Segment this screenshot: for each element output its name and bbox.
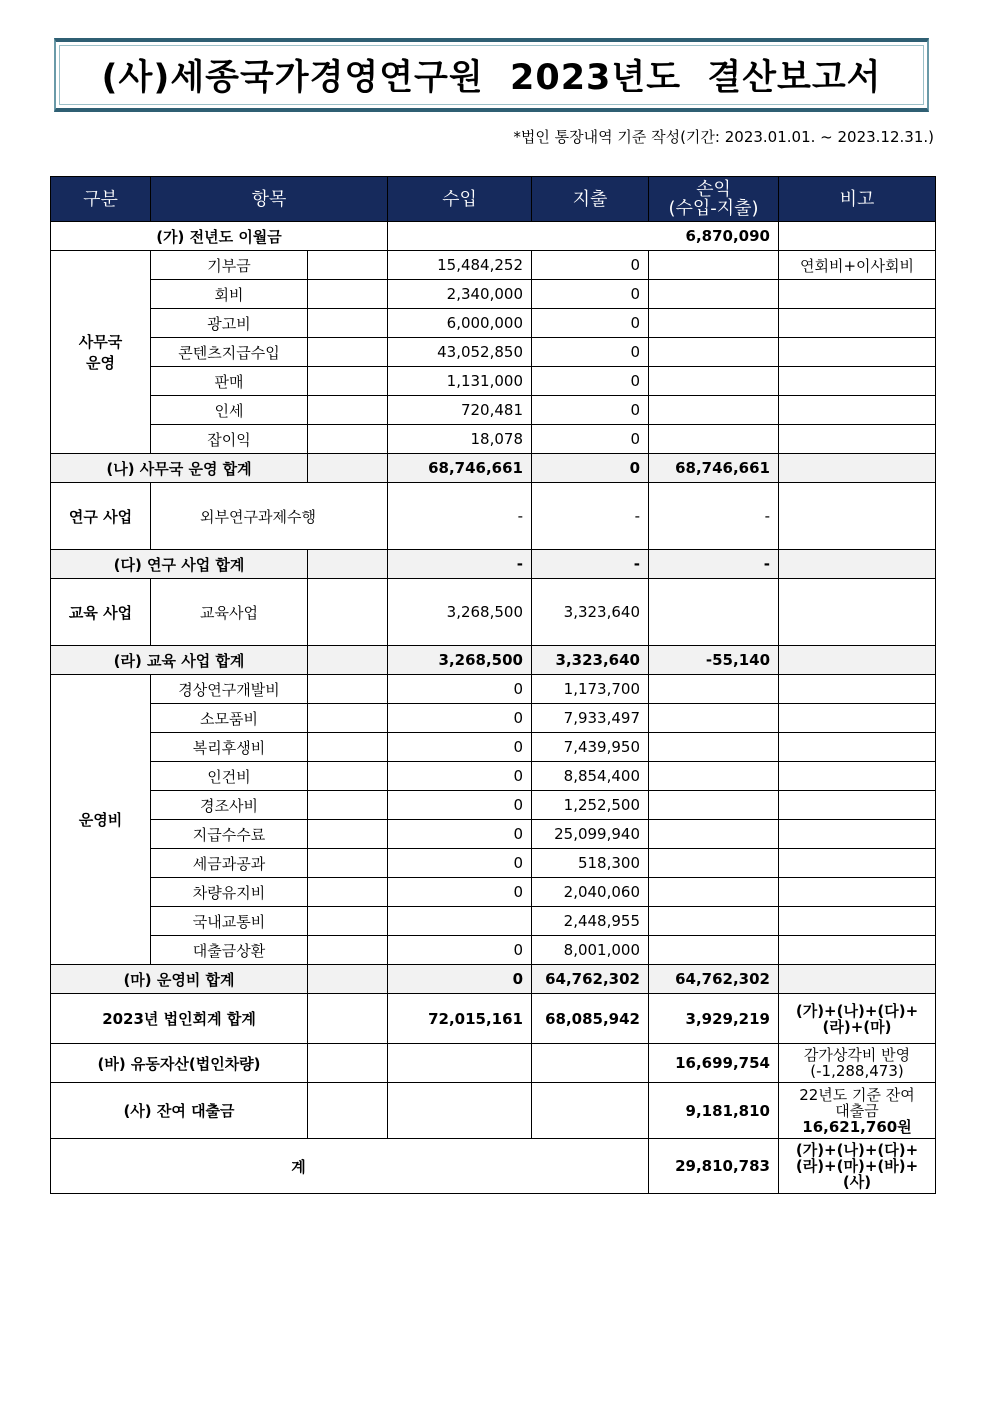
grand-total-row — [51, 1139, 936, 1194]
research-row — [51, 483, 936, 550]
row-profit — [649, 849, 779, 878]
operating-category: 운영비 — [51, 675, 151, 965]
row-expense: 518,300 — [532, 849, 649, 878]
row-expense: 2,448,955 — [532, 907, 649, 936]
table-row — [51, 309, 936, 338]
remark-line: 16,621,760원 — [802, 1117, 912, 1136]
row-item: 소모품비 — [151, 704, 308, 733]
row-income: 0 — [388, 762, 532, 791]
row-profit — [649, 878, 779, 907]
row-spacer — [308, 280, 388, 309]
row-spacer — [308, 849, 388, 878]
row-profit — [649, 733, 779, 762]
subtotal-expense: 3,323,640 — [532, 646, 649, 675]
research-category: 연구 사업 — [51, 483, 151, 550]
row-profit — [649, 762, 779, 791]
row-expense: 0 — [532, 280, 649, 309]
remark-line: 대출금 — [835, 1101, 879, 1120]
table-row — [51, 280, 936, 309]
row-profit — [649, 907, 779, 936]
row-remark — [779, 280, 936, 309]
row-income: 720,481 — [388, 396, 532, 425]
subtotal-expense: - — [532, 550, 649, 579]
table-row — [51, 704, 936, 733]
subtotal-spacer — [308, 454, 388, 483]
row-expense: 1,173,700 — [532, 675, 649, 704]
education-income: 3,268,500 — [388, 579, 532, 646]
remark-line: (사) — [842, 1173, 872, 1191]
row-profit — [649, 675, 779, 704]
row-expense: 8,001,000 — [532, 936, 649, 965]
current-assets-remark — [779, 1044, 936, 1083]
table-row — [51, 367, 936, 396]
row-profit — [649, 936, 779, 965]
row-spacer — [308, 675, 388, 704]
remark-line: (라)+(마) — [822, 1017, 892, 1036]
row-income: 0 — [388, 733, 532, 762]
period-note: *법인 통장내역 기준 작성(기간: 2023.01.01. ~ 2023.12.31.) — [513, 128, 934, 146]
table-row — [51, 936, 936, 965]
table-row — [51, 762, 936, 791]
row-remark — [779, 309, 936, 338]
education-profit — [649, 579, 779, 646]
header-division: 구분 — [51, 177, 151, 222]
subtotal-income: 3,268,500 — [388, 646, 532, 675]
remaining-loan-remark — [779, 1083, 936, 1139]
row-expense — [532, 1083, 649, 1139]
table-row — [51, 907, 936, 936]
row-profit — [649, 791, 779, 820]
header-item: 항목 — [151, 177, 388, 222]
row-remark — [779, 338, 936, 367]
row-income: 0 — [388, 675, 532, 704]
row-expense: 0 — [532, 396, 649, 425]
row-item: 복리후생비 — [151, 733, 308, 762]
row-remark: 연회비+이사회비 — [779, 251, 936, 280]
page-title: (사)세종국가경영연구원 2023년도 결산보고서 — [101, 58, 882, 98]
row-item: 회비 — [151, 280, 308, 309]
table-row — [51, 396, 936, 425]
row-remark — [779, 425, 936, 454]
row-expense: 7,933,497 — [532, 704, 649, 733]
corporate-total-expense: 68,085,942 — [532, 994, 649, 1044]
row-expense: 0 — [532, 251, 649, 280]
table-row — [51, 820, 936, 849]
office-category-line2: 운영 — [86, 354, 115, 372]
row-income: 0 — [388, 704, 532, 733]
row-spacer — [308, 878, 388, 907]
row-income: 0 — [388, 820, 532, 849]
remaining-loan-label: (사) 잔여 대출금 — [51, 1083, 308, 1139]
corporate-total-remark — [779, 994, 936, 1044]
header-expense: 지출 — [532, 177, 649, 222]
row-income — [388, 907, 532, 936]
remaining-loan-profit: 9,181,810 — [649, 1083, 779, 1139]
table-row — [51, 425, 936, 454]
row-spacer — [308, 579, 388, 646]
row-spacer — [308, 425, 388, 454]
subtotal-label: (마) 운영비 합계 — [51, 965, 308, 994]
grand-total-remark — [779, 1139, 936, 1194]
row-remark — [779, 367, 936, 396]
row-spacer — [308, 762, 388, 791]
row-spacer — [308, 338, 388, 367]
current-assets-row — [51, 1044, 936, 1083]
office-category — [51, 251, 151, 454]
row-profit — [649, 396, 779, 425]
row-income: 0 — [388, 849, 532, 878]
row-income: 6,000,000 — [388, 309, 532, 338]
row-income: 0 — [388, 878, 532, 907]
subtotal-remark — [779, 550, 936, 579]
row-spacer — [308, 367, 388, 396]
education-category: 교육 사업 — [51, 579, 151, 646]
education-remark — [779, 579, 936, 646]
current-assets-label: (바) 유동자산(법인차량) — [51, 1044, 308, 1083]
settlement-table — [50, 176, 936, 1194]
row-expense — [532, 1044, 649, 1083]
row-income: 15,484,252 — [388, 251, 532, 280]
table-header-row — [51, 177, 936, 222]
grand-total-label: 계 — [51, 1139, 649, 1194]
row-item: 기부금 — [151, 251, 308, 280]
carryover-profit: 6,870,090 — [388, 222, 779, 251]
research-expense: - — [532, 483, 649, 550]
corporate-total-label: 2023년 법인회계 합계 — [51, 994, 308, 1044]
row-spacer — [308, 251, 388, 280]
table-row — [51, 675, 936, 704]
subtotal-spacer — [308, 646, 388, 675]
table-row — [51, 849, 936, 878]
subtotal-remark — [779, 454, 936, 483]
row-item: 잡이익 — [151, 425, 308, 454]
row-profit — [649, 425, 779, 454]
remark-line: (-1,288,473) — [810, 1062, 904, 1080]
row-expense: 8,854,400 — [532, 762, 649, 791]
research-remark — [779, 483, 936, 550]
row-item: 광고비 — [151, 309, 308, 338]
header-profit-line1: 손익 — [696, 179, 731, 200]
office-category-line1: 사무국 — [78, 333, 123, 351]
corporate-total-income: 72,015,161 — [388, 994, 532, 1044]
remark-line: 감가상각비 반영 — [803, 1046, 911, 1064]
row-income: 0 — [388, 936, 532, 965]
row-spacer — [308, 733, 388, 762]
row-spacer — [308, 907, 388, 936]
row-expense: 0 — [532, 309, 649, 338]
row-expense: 0 — [532, 338, 649, 367]
row-remark — [779, 907, 936, 936]
row-profit — [649, 704, 779, 733]
education-total-row — [51, 646, 936, 675]
row-spacer — [308, 791, 388, 820]
row-income — [388, 1044, 532, 1083]
row-profit — [649, 251, 779, 280]
row-spacer — [308, 309, 388, 338]
header-profit-line2: (수입-지출) — [668, 198, 759, 219]
row-remark — [779, 675, 936, 704]
subtotal-profit: - — [649, 550, 779, 579]
carryover-label: (가) 전년도 이월금 — [51, 222, 388, 251]
subtotal-label: (나) 사무국 운영 합계 — [51, 454, 308, 483]
table-row — [51, 733, 936, 762]
row-expense: 0 — [532, 367, 649, 396]
row-spacer — [308, 1044, 388, 1083]
row-item: 대출금상환 — [151, 936, 308, 965]
row-item: 콘텐츠지급수입 — [151, 338, 308, 367]
education-expense: 3,323,640 — [532, 579, 649, 646]
remark-line: (가)+(나)+(다)+ — [795, 1141, 919, 1159]
row-expense: 7,439,950 — [532, 733, 649, 762]
row-income: 1,131,000 — [388, 367, 532, 396]
row-remark — [779, 762, 936, 791]
row-remark — [779, 936, 936, 965]
table-row — [51, 338, 936, 367]
row-profit — [649, 338, 779, 367]
research-profit: - — [649, 483, 779, 550]
subtotal-profit: 68,746,661 — [649, 454, 779, 483]
subtotal-income: 0 — [388, 965, 532, 994]
row-income: 0 — [388, 791, 532, 820]
current-assets-profit: 16,699,754 — [649, 1044, 779, 1083]
research-income: - — [388, 483, 532, 550]
row-item: 판매 — [151, 367, 308, 396]
row-profit — [649, 820, 779, 849]
research-total-row — [51, 550, 936, 579]
row-remark — [779, 820, 936, 849]
row-spacer — [308, 820, 388, 849]
header-profit — [649, 177, 779, 222]
row-income: 43,052,850 — [388, 338, 532, 367]
subtotal-profit: 64,762,302 — [649, 965, 779, 994]
row-income: 18,078 — [388, 425, 532, 454]
subtotal-expense: 0 — [532, 454, 649, 483]
row-expense: 25,099,940 — [532, 820, 649, 849]
remark-line: (라)+(마)+(바)+ — [795, 1157, 919, 1175]
row-remark — [779, 791, 936, 820]
row-profit — [649, 367, 779, 396]
row-spacer — [308, 704, 388, 733]
subtotal-remark — [779, 965, 936, 994]
table-row — [51, 251, 936, 280]
title-frame — [59, 45, 924, 105]
subtotal-expense: 64,762,302 — [532, 965, 649, 994]
research-item: 외부연구과제수행 — [151, 483, 388, 550]
subtotal-label: (라) 교육 사업 합계 — [51, 646, 308, 675]
subtotal-profit: -55,140 — [649, 646, 779, 675]
corporate-total-profit: 3,929,219 — [649, 994, 779, 1044]
row-item: 세금과공과 — [151, 849, 308, 878]
remark-line: 22년도 기준 잔여 — [799, 1085, 915, 1104]
operating-total-row — [51, 965, 936, 994]
table-row — [51, 791, 936, 820]
row-spacer — [308, 994, 388, 1044]
row-income — [388, 1083, 532, 1139]
carryover-remark — [779, 222, 936, 251]
education-row — [51, 579, 936, 646]
subtotal-spacer — [308, 965, 388, 994]
row-expense: 2,040,060 — [532, 878, 649, 907]
subtotal-remark — [779, 646, 936, 675]
row-spacer — [308, 936, 388, 965]
row-item: 지급수수료 — [151, 820, 308, 849]
row-income: 2,340,000 — [388, 280, 532, 309]
row-profit — [649, 309, 779, 338]
grand-total-profit: 29,810,783 — [649, 1139, 779, 1194]
row-remark — [779, 704, 936, 733]
row-profit — [649, 280, 779, 309]
row-item: 경조사비 — [151, 791, 308, 820]
row-expense: 1,252,500 — [532, 791, 649, 820]
subtotal-label: (다) 연구 사업 합계 — [51, 550, 308, 579]
carryover-row — [51, 222, 936, 251]
remark-line: (가)+(나)+(다)+ — [795, 1001, 919, 1020]
office-total-row — [51, 454, 936, 483]
table-row — [51, 878, 936, 907]
row-spacer — [308, 1083, 388, 1139]
header-remarks: 비고 — [779, 177, 936, 222]
row-spacer — [308, 396, 388, 425]
row-remark — [779, 396, 936, 425]
row-item: 경상연구개발비 — [151, 675, 308, 704]
row-item: 차량유지비 — [151, 878, 308, 907]
row-item: 인세 — [151, 396, 308, 425]
header-income: 수입 — [388, 177, 532, 222]
subtotal-spacer — [308, 550, 388, 579]
row-remark — [779, 733, 936, 762]
subtotal-income: 68,746,661 — [388, 454, 532, 483]
row-remark — [779, 878, 936, 907]
row-item: 국내교통비 — [151, 907, 308, 936]
row-expense: 0 — [532, 425, 649, 454]
education-item: 교육사업 — [151, 579, 308, 646]
title-box — [54, 38, 929, 112]
corporate-total-row — [51, 994, 936, 1044]
remaining-loan-row — [51, 1083, 936, 1139]
subtotal-income: - — [388, 550, 532, 579]
row-remark — [779, 849, 936, 878]
row-item: 인건비 — [151, 762, 308, 791]
